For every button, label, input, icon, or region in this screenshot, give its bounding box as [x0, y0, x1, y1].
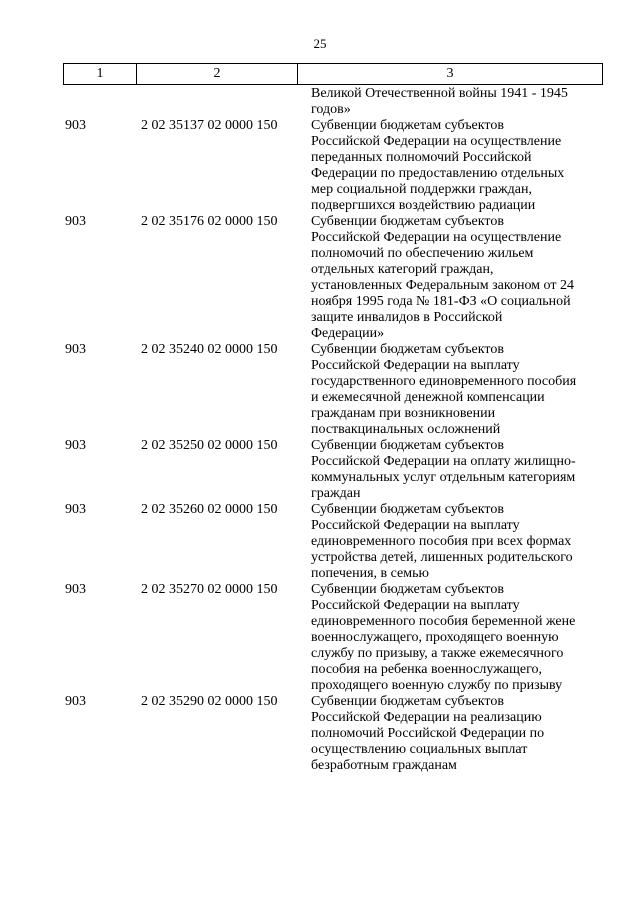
description-line: граждан: [311, 486, 361, 501]
table-row: [63, 118, 603, 214]
description-line: установленных Федеральным законом от 24: [311, 278, 574, 293]
table-header: [63, 63, 603, 85]
table-row: [63, 694, 603, 774]
header-col-2: 2: [137, 64, 298, 84]
description-line: государственного единовременного пособия: [311, 374, 577, 389]
table-row: [63, 502, 603, 582]
description-line: единовременного пособия беременной жене: [311, 614, 576, 629]
budget-code-cell: 2 02 35290 02 0000 150: [141, 694, 278, 709]
description-line: единовременного пособия при всех формах: [311, 534, 572, 549]
description-line: Российской Федерации на осуществление: [311, 230, 562, 245]
description-line: Российской Федерации на оплату жилищно-: [311, 454, 576, 469]
budget-code-cell: 2 02 35240 02 0000 150: [141, 342, 278, 357]
description-line: устройства детей, лишенных родительского: [311, 550, 573, 565]
description-line: годов»: [311, 102, 351, 117]
description-line: проходящего военную службу по призыву: [311, 678, 563, 693]
table-row: [63, 438, 603, 502]
admin-code-cell: 903: [65, 118, 86, 133]
description-line: Российской Федерации на осуществление: [311, 134, 562, 149]
description-line: Субвенции бюджетам субъектов: [311, 502, 504, 517]
description-line: Субвенции бюджетам субъектов: [311, 118, 504, 133]
table-row: [63, 214, 603, 342]
description-cell: [311, 438, 603, 502]
description-line: Великой Отечественной войны 1941 - 1945: [311, 86, 568, 101]
description-line: Субвенции бюджетам субъектов: [311, 214, 504, 229]
description-line: пособия на ребенка военнослужащего,: [311, 662, 542, 677]
description-line: защите инвалидов в Российской: [311, 310, 503, 325]
description-line: осуществлению социальных выплат: [311, 742, 528, 757]
page-number: 25: [313, 36, 327, 51]
table-body: [63, 86, 603, 774]
description-line: переданных полномочий Российской: [311, 150, 532, 165]
description-cell: [311, 118, 603, 214]
table-row: [63, 342, 603, 438]
budget-code-cell: 2 02 35137 02 0000 150: [141, 118, 278, 133]
admin-code-cell: 903: [65, 438, 86, 453]
description-line: военнослужащего, проходящего военную: [311, 630, 559, 645]
admin-code-cell: 903: [65, 214, 86, 229]
description-line: Российской Федерации на реализацию: [311, 710, 542, 725]
description-line: и ежемесячной денежной компенсации: [311, 390, 545, 405]
description-line: Российской Федерации на выплату: [311, 358, 520, 373]
admin-code-cell: 903: [65, 694, 86, 709]
budget-code-cell: 2 02 35270 02 0000 150: [141, 582, 278, 597]
description-line: попечения, в семью: [311, 566, 429, 581]
table-row-continuation: [63, 86, 603, 118]
description-line: Российской Федерации на выплату: [311, 518, 520, 533]
description-line: Российской Федерации на выплату: [311, 598, 520, 613]
description-line: Субвенции бюджетам субъектов: [311, 582, 504, 597]
description-line: ноября 1995 года № 181-ФЗ «О социальной: [311, 294, 571, 309]
description-line: мер социальной поддержки граждан,: [311, 182, 532, 197]
admin-code-cell: 903: [65, 582, 86, 597]
admin-code-cell: 903: [65, 342, 86, 357]
table-row: [63, 582, 603, 694]
description-cell: [311, 694, 603, 774]
description-line: отдельных категорий граждан,: [311, 262, 494, 277]
header-col-3: 3: [446, 66, 454, 81]
description-line: Федерации по предоставлению отдельных: [311, 166, 565, 181]
description-line: Субвенции бюджетам субъектов: [311, 342, 504, 357]
budget-code-cell: 2 02 35176 02 0000 150: [141, 214, 278, 229]
budget-code-cell: 2 02 35250 02 0000 150: [141, 438, 278, 453]
admin-code-cell: 903: [65, 502, 86, 517]
description-line: Федерации»: [311, 326, 385, 341]
description-cell: [311, 342, 603, 438]
description-line: Субвенции бюджетам субъектов: [311, 438, 504, 453]
description-line: полномочий по обеспечению жильем: [311, 246, 534, 261]
description-line: безработным гражданам: [311, 758, 457, 773]
description-line: подвергшихся воздействию радиации: [311, 198, 536, 213]
description-line: Субвенции бюджетам субъектов: [311, 694, 504, 709]
description-line: коммунальных услуг отдельным категориям: [311, 470, 576, 485]
description-cell: [311, 502, 603, 582]
header-col-1: 1: [64, 64, 137, 84]
description-line: службу по призыву, а также ежемесячного: [311, 646, 564, 661]
description-cell: [311, 582, 603, 694]
description-line: полномочий Российской Федерации по: [311, 726, 545, 741]
description-line: поствакцинальных осложнений: [311, 422, 501, 437]
budget-code-cell: 2 02 35260 02 0000 150: [141, 502, 278, 517]
description-cell: [311, 86, 603, 118]
description-line: гражданам при возникновении: [311, 406, 496, 421]
description-cell: [311, 214, 603, 342]
